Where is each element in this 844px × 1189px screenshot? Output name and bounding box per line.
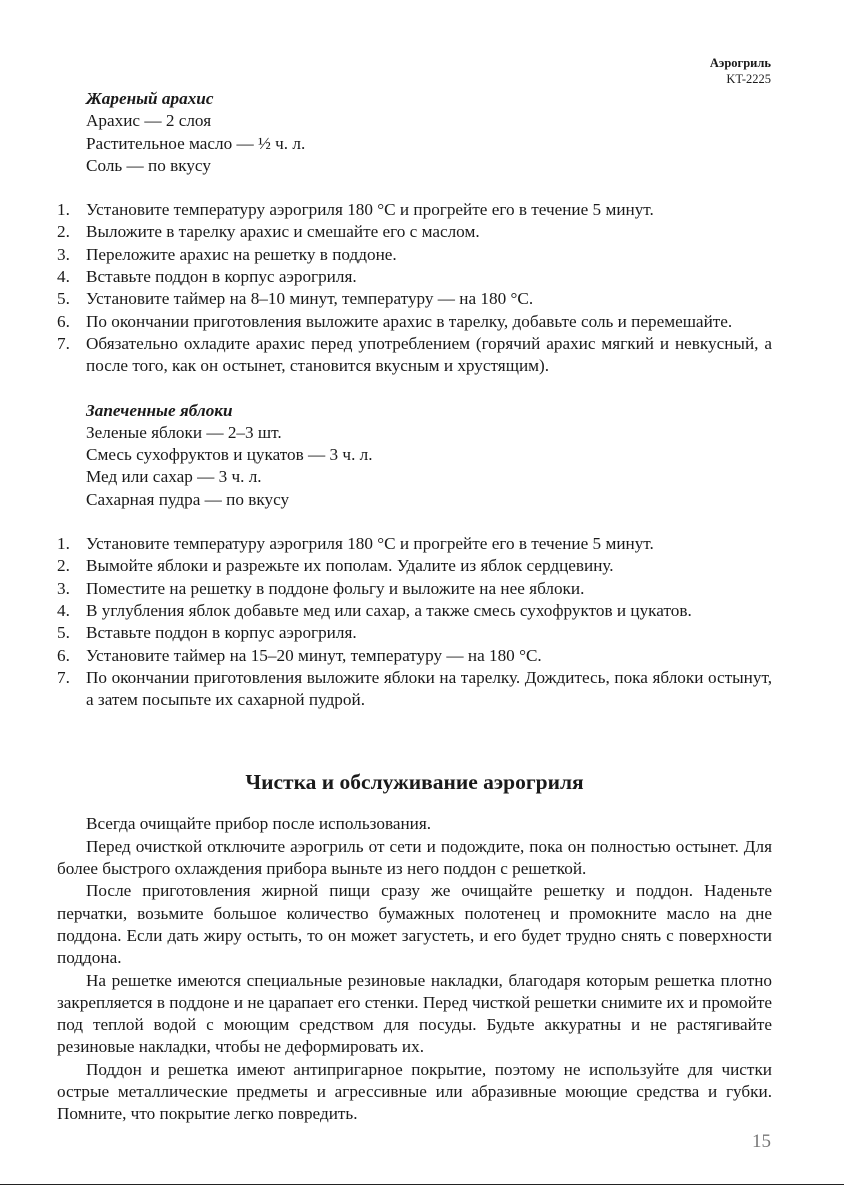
ingredients-list-peanuts <box>57 110 772 177</box>
step-text: Установите таймер на 15–20 минут, температуру — на 180 °С. <box>86 645 542 665</box>
step-number: 7. <box>57 667 70 687</box>
step-number: 1. <box>57 534 70 554</box>
step-number: 1. <box>57 200 70 220</box>
ingredient-item: Мед или сахар — 3 ч. л. <box>86 467 262 487</box>
cleaning-paragraph: Всегда очищайте прибор после использования. <box>86 814 432 834</box>
steps-list-peanuts <box>57 199 772 377</box>
step-number: 4. <box>57 267 70 287</box>
running-header <box>710 55 771 87</box>
step-item <box>57 311 772 333</box>
step-text: Поместите на решетку в поддоне фольгу и выложите на нее яблоки. <box>86 578 585 598</box>
step-text: Выложите в тарелку арахис и смешайте его с маслом. <box>86 222 480 242</box>
step-text: Вымойте яблоки и разрежьте их пополам. Удалите из яблок сердцевину. <box>86 556 614 576</box>
step-number: 4. <box>57 600 70 620</box>
step-text: Обязательно охладите арахис перед употреблением (горячий арахис мягкий и невкусный, а после того, как он остынет, становится вкусным и хрустящим). <box>86 333 772 376</box>
cleaning-paragraph: Перед очисткой отключите аэрогриль от сети и подождите, пока он полностью остынет. Для более быстрого охлаждения прибора выньте из него поддон с решеткой. <box>57 836 772 879</box>
ingredient-item: Арахис — 2 слоя <box>86 111 212 131</box>
bottom-rule-divider <box>0 1184 844 1185</box>
ingredient-item: Смесь сухофруктов и цукатов — 3 ч. л. <box>86 445 373 465</box>
ingredient-item: Зеленые яблоки — 2–3 шт. <box>86 422 282 442</box>
recipe-title-roasted-peanuts: Жареный арахис <box>86 89 214 108</box>
step-text: По окончании приготовления выложите яблоки на тарелку. Дождитесь, пока яблоки остынут, а затем посыпьте их сахарной пудрой. <box>86 667 772 710</box>
header-model-number: KT-2225 <box>726 72 771 86</box>
step-item <box>57 645 772 667</box>
step-text: Установите таймер на 8–10 минут, температуру — на 180 °С. <box>86 289 534 309</box>
header-product-name: Аэрогриль <box>709 56 771 70</box>
step-text: Установите температуру аэрогриля 180 °С и прогрейте его в течение 5 минут. <box>86 534 654 554</box>
recipe-title-baked-apples: Запеченные яблоки <box>86 400 233 420</box>
step-number: 7. <box>57 333 70 353</box>
step-number: 5. <box>57 623 70 643</box>
step-text: По окончании приготовления выложите арахис в тарелку, добавьте соль и перемешайте. <box>86 311 733 331</box>
step-item <box>57 600 772 622</box>
section-title-cleaning: Чистка и обслуживание аэрогриля <box>245 770 584 795</box>
step-item <box>57 622 772 644</box>
step-item <box>57 221 772 243</box>
cleaning-paragraph: Поддон и решетка имеют антипригарное покрытие, поэтому не используйте для чистки острые металлические предметы и агрессивные или абразивные моющие средства и губки. Помните, что покрытие легко повредить. <box>57 1059 772 1124</box>
page-content <box>57 88 772 1126</box>
step-item <box>57 578 772 600</box>
step-item <box>57 667 772 712</box>
step-text: Вставьте поддон в корпус аэрогриля. <box>86 267 357 287</box>
steps-list-apples <box>57 533 772 711</box>
step-item <box>57 199 772 221</box>
step-item <box>57 533 772 555</box>
step-number: 3. <box>57 578 70 598</box>
step-number: 6. <box>57 311 70 331</box>
cleaning-paragraph: После приготовления жирной пищи сразу же очищайте решетку и поддон. Наденьте перчатки, возьмите большое количество бумажных полотенец и промокните масло на дне поддона. Если дать жиру остыть, то он может загустеть, и его будет трудно снять с поверхности поддона. <box>57 881 772 968</box>
ingredient-item: Сахарная пудра — по вкусу <box>86 489 290 509</box>
step-number: 5. <box>57 289 70 309</box>
ingredient-item: Соль — по вкусу <box>86 155 211 175</box>
ingredients-list-apples <box>57 422 772 511</box>
cleaning-paragraph: На решетке имеются специальные резиновые накладки, благодаря которым решетка плотно закрепляется в поддоне и не царапает его стенки. Перед чисткой решетки снимите их и промойте под теплой водой с моющим средством для посуды. Будьте аккуратны и не растягивайте резиновые накладки, чтобы не деформировать их. <box>57 970 772 1057</box>
step-item <box>57 288 772 310</box>
step-text: Вставьте поддон в корпус аэрогриля. <box>86 623 357 643</box>
step-text: Установите температуру аэрогриля 180 °С и прогрейте его в течение 5 минут. <box>86 200 654 220</box>
step-item <box>57 266 772 288</box>
ingredient-item: Растительное масло — ½ ч. л. <box>86 133 306 153</box>
step-number: 2. <box>57 556 70 576</box>
step-number: 2. <box>57 222 70 242</box>
step-item <box>57 555 772 577</box>
step-text: Переложите арахис на решетку в поддоне. <box>86 244 397 264</box>
step-text: В углубления яблок добавьте мед или сахар, а также смесь сухофруктов и цукатов. <box>86 600 692 620</box>
step-number: 3. <box>57 244 70 264</box>
step-number: 6. <box>57 645 70 665</box>
step-item <box>57 244 772 266</box>
step-item <box>57 333 772 378</box>
page-number: 15 <box>752 1131 771 1152</box>
